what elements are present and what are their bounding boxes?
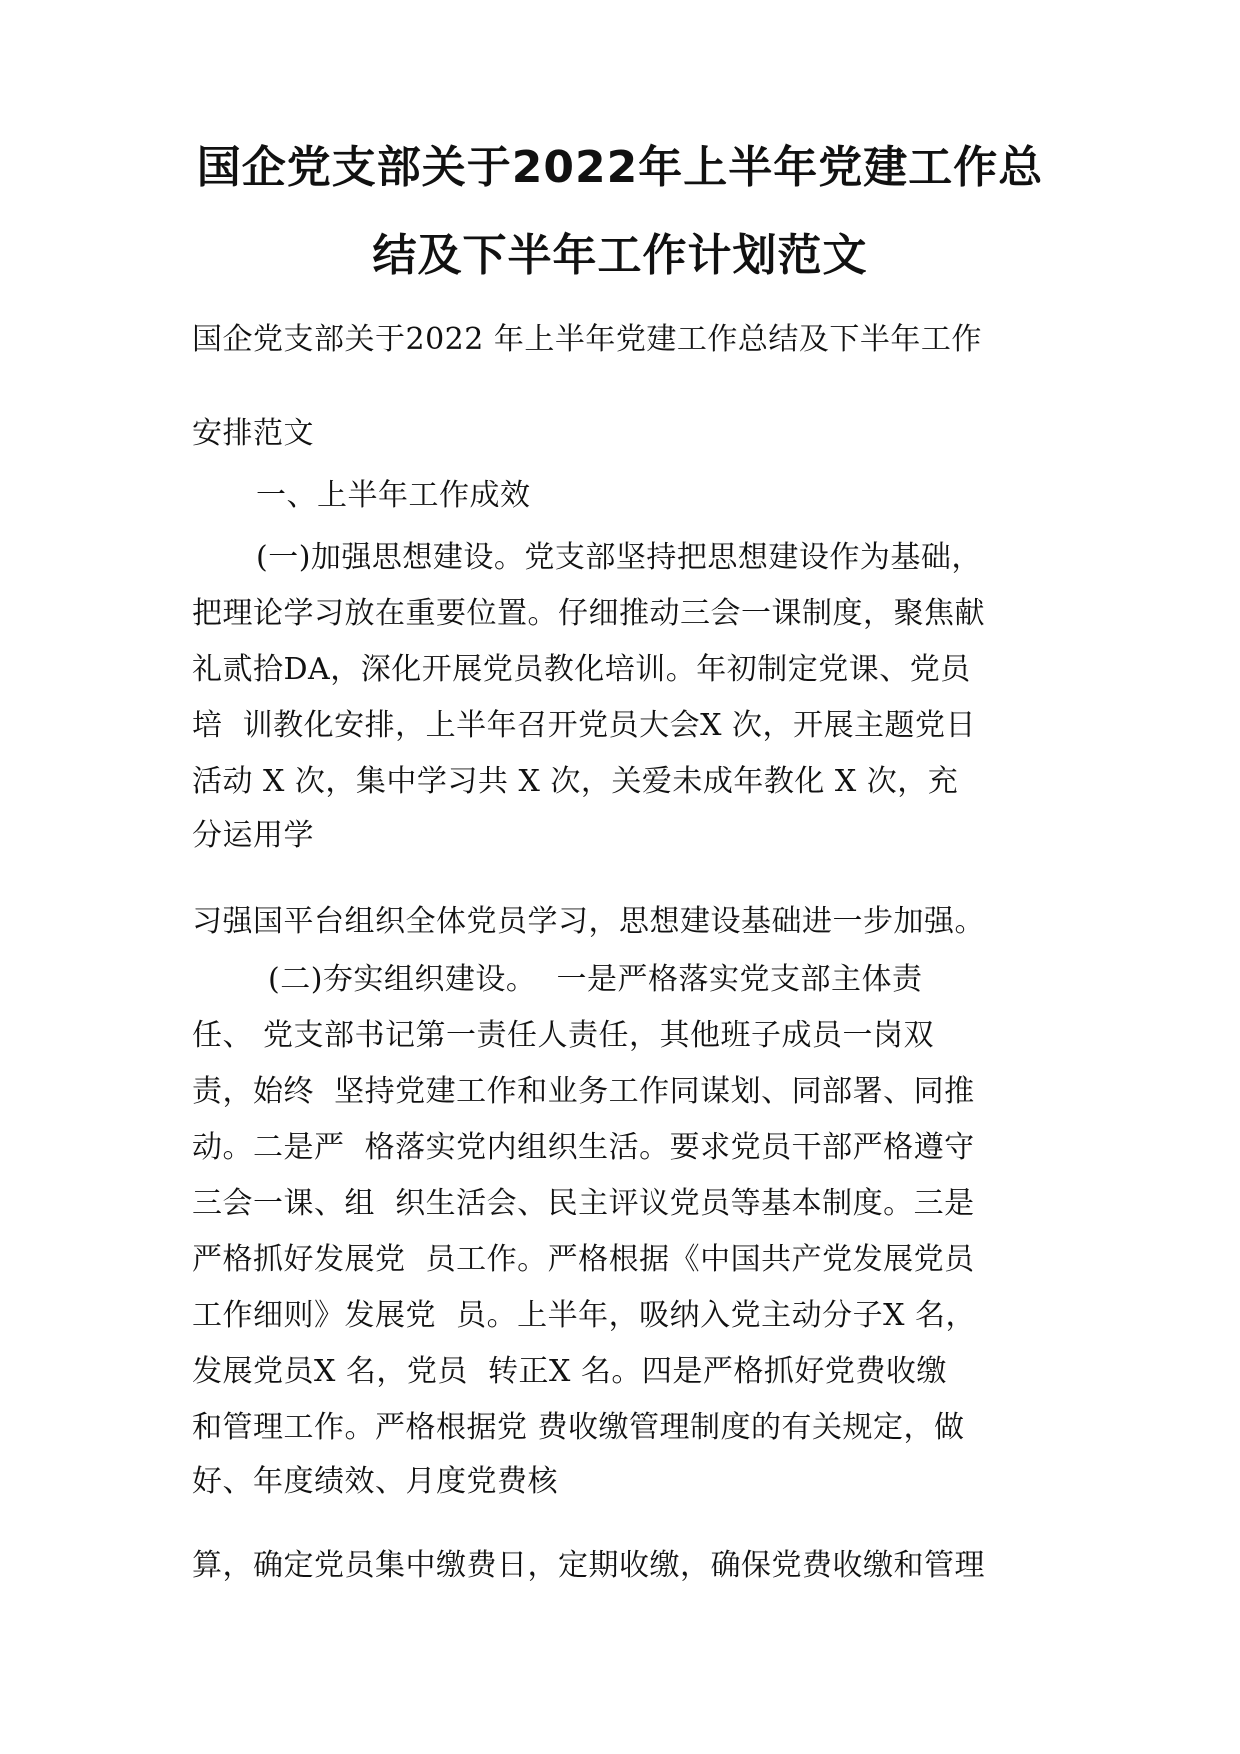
- body-line-13: 责，始终 坚持党建工作和业务工作同谋划、同部署、同推: [192, 1074, 975, 1109]
- body-line-10: 习强国平台组织全体党员学习，思想建设基础进一步加强。: [192, 904, 985, 939]
- body-line-16: 严格抓好发展党 员工作。严格根据《中国共产党发展党员: [192, 1242, 975, 1277]
- document-title-line-1: 国企党支部关于2022年上半年党建工作总: [196, 142, 1044, 193]
- body-line-1: 国企党支部关于2022 年上半年党建工作总结及下半年工作: [192, 322, 982, 357]
- body-line-18: 发展党员X 名，党员 转正X 名。四是严格抓好党费收缴: [192, 1354, 947, 1389]
- section-heading: 一、上半年工作成效: [256, 478, 531, 513]
- body-line-11: (二)夯实组织建设。 一是严格落实党支部主体责: [268, 962, 923, 997]
- body-line-6: 礼贰拾DA，深化开展党员教化培训。年初制定党课、党员: [192, 652, 971, 687]
- body-line-7: 培 训教化安排，上半年召开党员大会X 次，开展主题党日: [192, 708, 976, 743]
- body-line-14: 动。二是严 格落实党内组织生活。要求党员干部严格遵守: [192, 1130, 975, 1165]
- body-line-9: 分运用学: [192, 818, 314, 853]
- document-title-line-2: 结及下半年工作计划范文: [372, 230, 868, 281]
- body-line-4: (一)加强思想建设。党支部坚持把思想建设作为基础，: [256, 540, 982, 575]
- body-line-8: 活动 X 次，集中学习共 X 次，关爱未成年教化 X 次，充: [192, 764, 959, 799]
- body-line-19: 和管理工作。严格根据党 费收缴管理制度的有关规定，做: [192, 1410, 965, 1445]
- body-line-5: 把理论学习放在重要位置。仔细推动三会一课制度，聚焦献: [192, 596, 985, 631]
- body-line-21: 算，确定党员集中缴费日，定期收缴，确保党费收缴和管理: [192, 1548, 985, 1583]
- body-line-2: 安排范文: [192, 416, 314, 451]
- body-line-20: 好、年度绩效、月度党费核: [192, 1464, 558, 1499]
- body-line-15: 三会一课、组 织生活会、民主评议党员等基本制度。三是: [192, 1186, 975, 1221]
- body-line-17: 工作细则》发展党 员。上半年，吸纳入党主动分子X 名，: [192, 1298, 976, 1333]
- body-line-12: 任、 党支部书记第一责任人责任，其他班子成员一岗双: [192, 1018, 935, 1053]
